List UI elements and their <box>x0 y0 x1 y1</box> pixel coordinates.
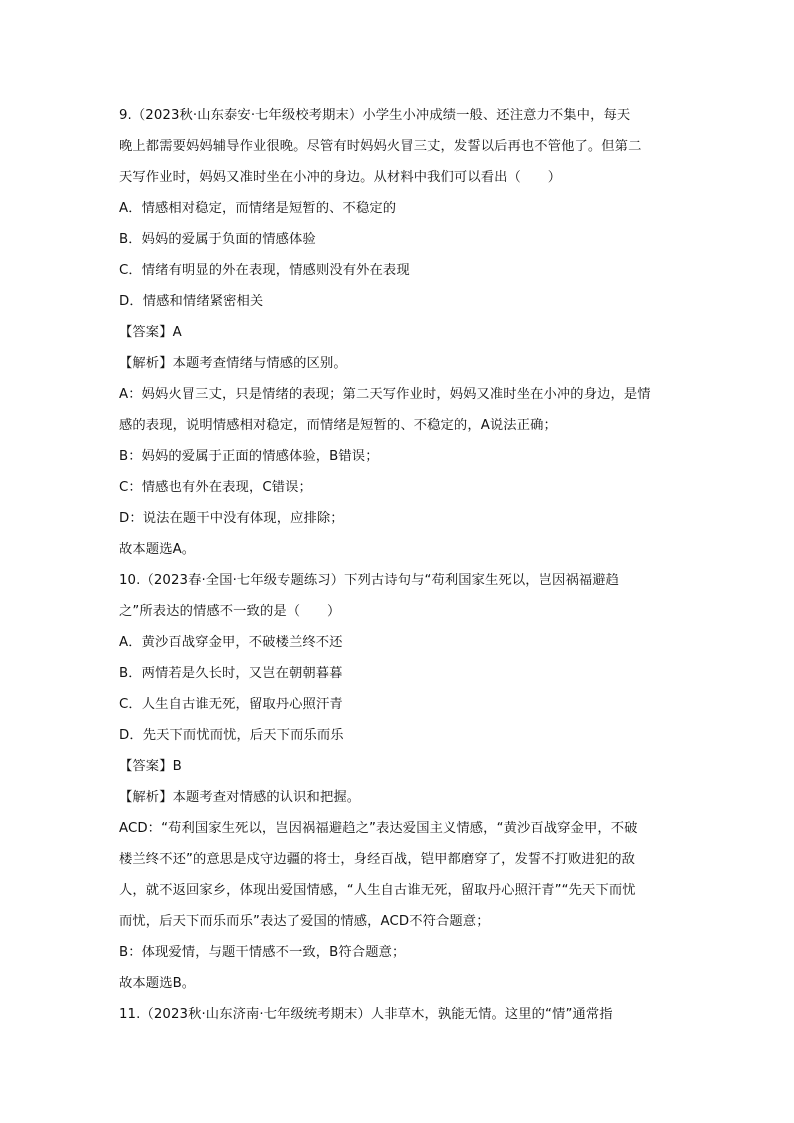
analysis-line: C：情感也有外在表现，C错误； <box>119 480 312 495</box>
question-9 <box>119 100 675 565</box>
answer-line: 【答案】B <box>119 759 182 774</box>
analysis-line: 楼兰终不还”的意思是戍守边疆的将士，身经百战，铠甲都磨穿了，发誓不打败进犯的敌 <box>119 852 636 867</box>
conclusion-line: 故本题选A。 <box>119 542 196 557</box>
question-10 <box>119 565 675 999</box>
question-stem-line: 10.（2023春·全国·七年级专题练习）下列古诗句与“苟利国家生死以，岂因祸福避趋 <box>119 573 620 588</box>
option-d: D．先天下而忧而忧，后天下而乐而乐 <box>119 728 344 743</box>
analysis-line: 人，就不返回家乡，体现出爱国情感，“人生自古谁无死，留取丹心照汗青”“先天下而忧 <box>119 883 636 898</box>
option-b: B．妈妈的爱属于负面的情感体验 <box>119 232 316 247</box>
analysis-line: 感的表现，说明情感相对稳定，而情绪是短暂的、不稳定的，A说法正确； <box>119 418 557 433</box>
question-stem-line: 之”所表达的情感不一致的是（ ） <box>119 604 341 619</box>
analysis-line: 【解析】本题考查情绪与情感的区别。 <box>119 356 347 371</box>
option-d: D．情感和情绪紧密相关 <box>119 294 264 309</box>
analysis-line: A：妈妈火冒三丈，只是情绪的表现；第二天写作业时，妈妈又准时坐在小冲的身边，是情 <box>119 387 651 402</box>
question-11 <box>119 999 675 1030</box>
question-stem-line: 晚上都需要妈妈辅导作业很晚。尽管有时妈妈火冒三丈，发誓以后再也不管他了。但第二 <box>119 139 642 154</box>
option-c: C．情绪有明显的外在表现，情感则没有外在表现 <box>119 263 410 278</box>
option-b: B．两情若是久长时，又岂在朝朝暮暮 <box>119 666 343 681</box>
analysis-line: 【解析】本题考查对情感的认识和把握。 <box>119 790 361 805</box>
question-stem-line: 11.（2023秋·山东济南·七年级统考期末）人非草木，孰能无情。这里的“情”通常指 <box>119 1007 613 1022</box>
option-c: C．人生自古谁无死，留取丹心照汗青 <box>119 697 343 712</box>
analysis-line: B：妈妈的爱属于正面的情感体验，B错误； <box>119 449 379 464</box>
option-a: A．情感相对稳定，而情绪是短暂的、不稳定的 <box>119 201 397 216</box>
analysis-line: ACD：“苟利国家生死以，岂因祸福避趋之”表达爱国主义情感，“黄沙百战穿金甲，不破 <box>119 821 638 836</box>
analysis-line: D：说法在题干中没有体现，应排除； <box>119 511 344 526</box>
question-stem-line: 天写作业时，妈妈又准时坐在小冲的身边。从材料中我们可以看出（ ） <box>119 170 562 185</box>
conclusion-line: 故本题选B。 <box>119 976 196 991</box>
option-a: A．黄沙百战穿金甲，不破楼兰终不还 <box>119 635 343 650</box>
page-content <box>119 100 675 1030</box>
answer-line: 【答案】A <box>119 325 182 340</box>
question-stem-line: 9.（2023秋·山东泰安·七年级校考期末）小学生小冲成绩一般、还注意力不集中，每天 <box>119 108 631 123</box>
analysis-line: 而忧，后天下而乐而乐”表达了爱国的情感，ACD不符合题意； <box>119 914 490 929</box>
analysis-line: B：体现爱情，与题干情感不一致，B符合题意； <box>119 945 406 960</box>
